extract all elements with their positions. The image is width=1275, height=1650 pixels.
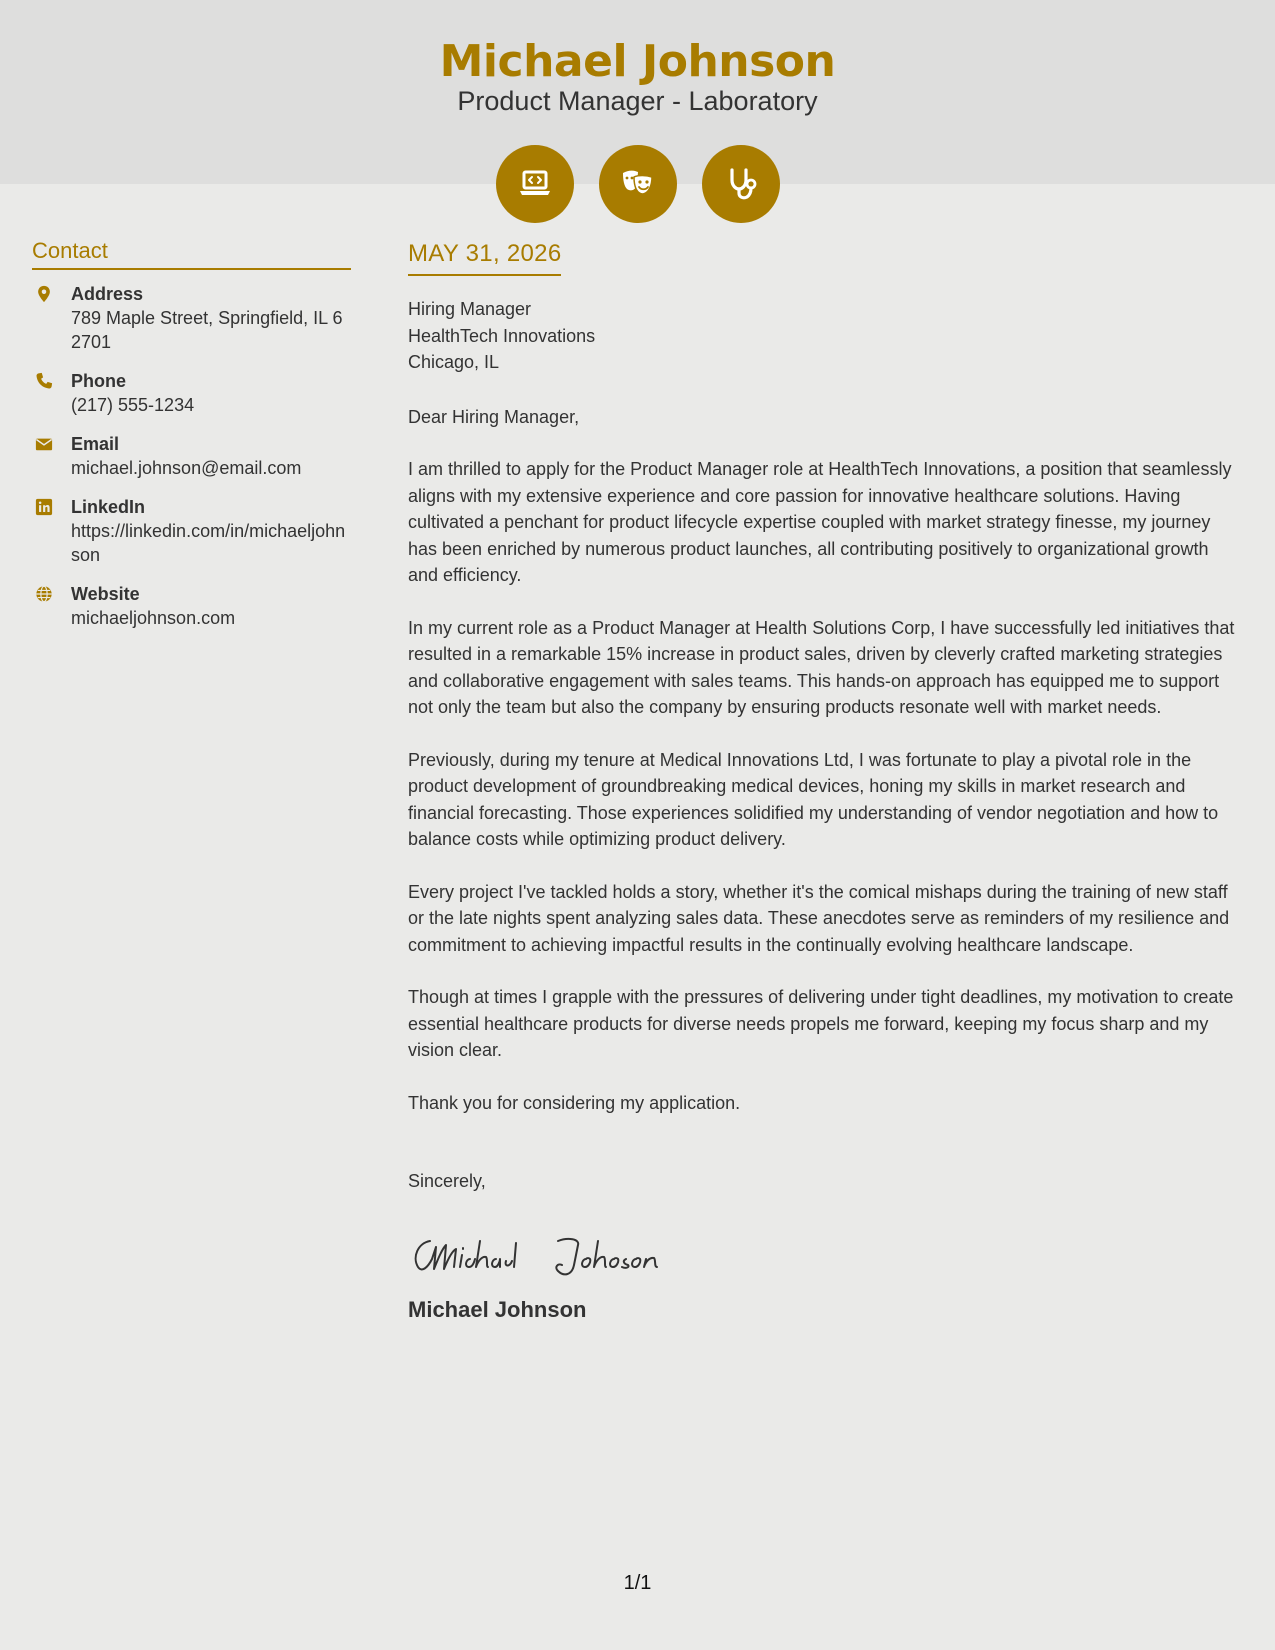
- recipient-line: Chicago, IL: [408, 352, 500, 372]
- linkedin-icon: [34, 497, 54, 517]
- candidate-name: Michael Johnson: [439, 36, 836, 87]
- contact-website: [32, 582, 351, 630]
- stethoscope-icon: [702, 145, 780, 223]
- linkedin-label: LinkedIn: [71, 497, 146, 517]
- recipient-line: HealthTech Innovations: [408, 325, 596, 346]
- body-paragraph: Thank you for considering my application.: [408, 1092, 741, 1113]
- phone-icon: [34, 371, 54, 391]
- phone-value: (217) 555-1234: [71, 395, 195, 415]
- salutation: Dear Hiring Manager,: [408, 406, 580, 427]
- body-paragraph: Though at times I grapple with the pressures of delivering under tight deadlines, my motivation to create essential healthcare products for diverse needs propels me forward, keeping my focus sharp and my vision clear.: [408, 987, 1234, 1060]
- envelope-icon: [34, 434, 54, 454]
- map-marker-icon: [34, 284, 54, 304]
- contact-sidebar: [32, 238, 351, 645]
- contact-address: [32, 282, 351, 354]
- body-paragraph: Every project I've tackled holds a story, whether it's the comical mishaps during the training of new staff or the late nights spent analyzing sales data. These anecdotes serve as reminders of my resilience and commitment to achieving impactful results in the continually evolving healthcare landscape.: [408, 881, 1230, 955]
- job-title: Product Manager - Laboratory: [457, 86, 818, 116]
- contact-linkedin: [32, 495, 351, 567]
- globe-icon: [34, 584, 54, 604]
- closing: Sincerely,: [408, 1171, 486, 1191]
- email-label: Email: [71, 434, 120, 454]
- interest-icons: [0, 145, 1275, 223]
- phone-label: Phone: [71, 371, 127, 391]
- email-value: michael.johnson@email.com: [71, 458, 302, 478]
- contact-phone: [32, 369, 351, 417]
- theater-masks-icon: [599, 145, 677, 223]
- linkedin-value[interactable]: https://linkedin.com/in/michaeljohnson: [71, 521, 346, 565]
- recipient-line: Hiring Manager: [408, 299, 532, 319]
- address-value: 789 Maple Street, Springfield, IL 62701: [71, 308, 343, 352]
- handwritten-signature: [408, 1223, 1243, 1283]
- body-paragraph: I am thrilled to apply for the Product Manager role at HealthTech Innovations, a position that seamlessly aligns with my extensive experience and core passion for innovative healthcare solutions. Having cultivated a penchant for product lifecycle expertise coupled with market strategy finesse, my journey has been enriched by numerous product launches, all contributing positively to organizational growth and efficiency.: [408, 459, 1232, 585]
- website-label: Website: [71, 584, 140, 604]
- printed-name: Michael Johnson: [408, 1296, 587, 1322]
- laptop-code-icon: [496, 145, 574, 223]
- page-number: 1/1: [623, 1572, 652, 1594]
- website-value[interactable]: michaeljohnson.com: [71, 608, 236, 628]
- contact-heading: Contact: [32, 238, 351, 270]
- body-paragraph: In my current role as a Product Manager at Health Solutions Corp, I have successfully led initiatives that resulted in a remarkable 15% increase in product sales, driven by cleverly crafted marketing strategies and collaborative engagement with sales teams. This hands-on approach has equipped me to support not only the team but also the company by ensuring products resonate well with market needs.: [408, 617, 1235, 717]
- address-label: Address: [71, 284, 144, 304]
- letter-body: [408, 240, 1243, 1323]
- body-paragraph: Previously, during my tenure at Medical Innovations Ltd, I was fortunate to play a pivotal role in the product development of groundbreaking medical devices, honing my skills in market research and financial forecasting. Those experiences solidified my understanding of vendor negotiation and how to balance costs while optimizing product delivery.: [408, 749, 1219, 849]
- contact-email: [32, 432, 351, 480]
- recipient-block: [408, 296, 1243, 376]
- letter-date: MAY 31, 2026: [408, 240, 561, 276]
